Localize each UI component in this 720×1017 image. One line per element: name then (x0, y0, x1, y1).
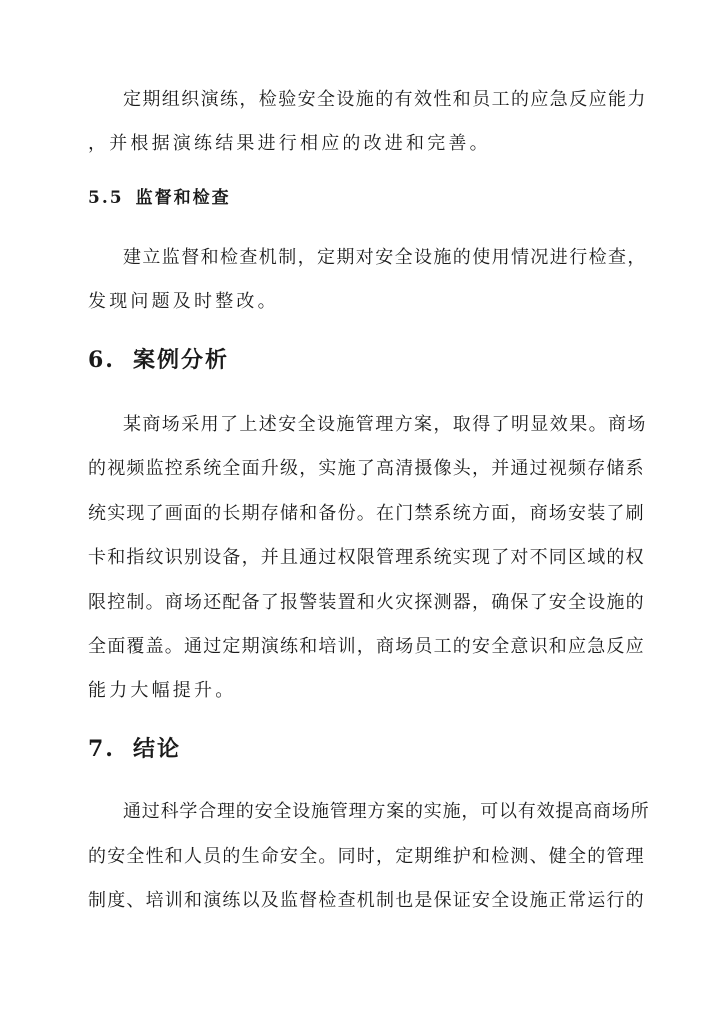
section-number: 7. (88, 736, 115, 762)
paragraph-line: 卡和指纹识别设备，并且通过权限管理系统实现了对不同区域的权 (88, 547, 645, 568)
paragraph-line: 发现问题及时整改。 (88, 291, 279, 312)
paragraph-line: 全面覆盖。通过定期演练和培训，商场员工的安全意识和应急反应 (88, 636, 645, 657)
paragraph-line: 的视频监控系统全面升级，实施了高清摄像头，并通过视频存储系 (88, 458, 645, 479)
paragraph-line: 制度、培训和演练以及监督检查机制也是保证安全设施正常运行的 (88, 890, 645, 911)
paragraph-line: 限控制。商场还配备了报警装置和火灾探测器，确保了安全设施的 (88, 592, 645, 613)
paragraph-line: 能力大幅提升。 (88, 680, 237, 701)
section-title: 结论 (132, 736, 181, 762)
paragraph-line: 建立监督和检查机制，定期对安全设施的使用情况进行检查， (123, 247, 647, 268)
section-heading-7 (88, 735, 181, 763)
paragraph-line: 统实现了画面的长期存储和备份。在门禁系统方面，商场安装了刷 (88, 503, 645, 524)
section-number: 6. (88, 347, 115, 373)
paragraph-line: ，并根据演练结果进行相应的改进和完善。 (88, 133, 491, 154)
paragraph-line: 通过科学合理的安全设施管理方案的实施，可以有效提高商场所 (123, 801, 650, 822)
section-title: 监督和检查 (135, 188, 231, 208)
paragraph-line: 定期组织演练，检验安全设施的有效性和员工的应急反应能力 (123, 89, 647, 110)
section-number: 5.5 (88, 188, 124, 208)
paragraph-line: 的安全性和人员的生命安全。同时，定期维护和检测、健全的管理 (88, 846, 645, 867)
section-title: 案例分析 (132, 347, 229, 373)
section-heading-6 (88, 346, 229, 374)
section-heading-5-5 (88, 186, 231, 210)
paragraph-line: 某商场采用了上述安全设施管理方案，取得了明显效果。商场 (123, 414, 647, 435)
